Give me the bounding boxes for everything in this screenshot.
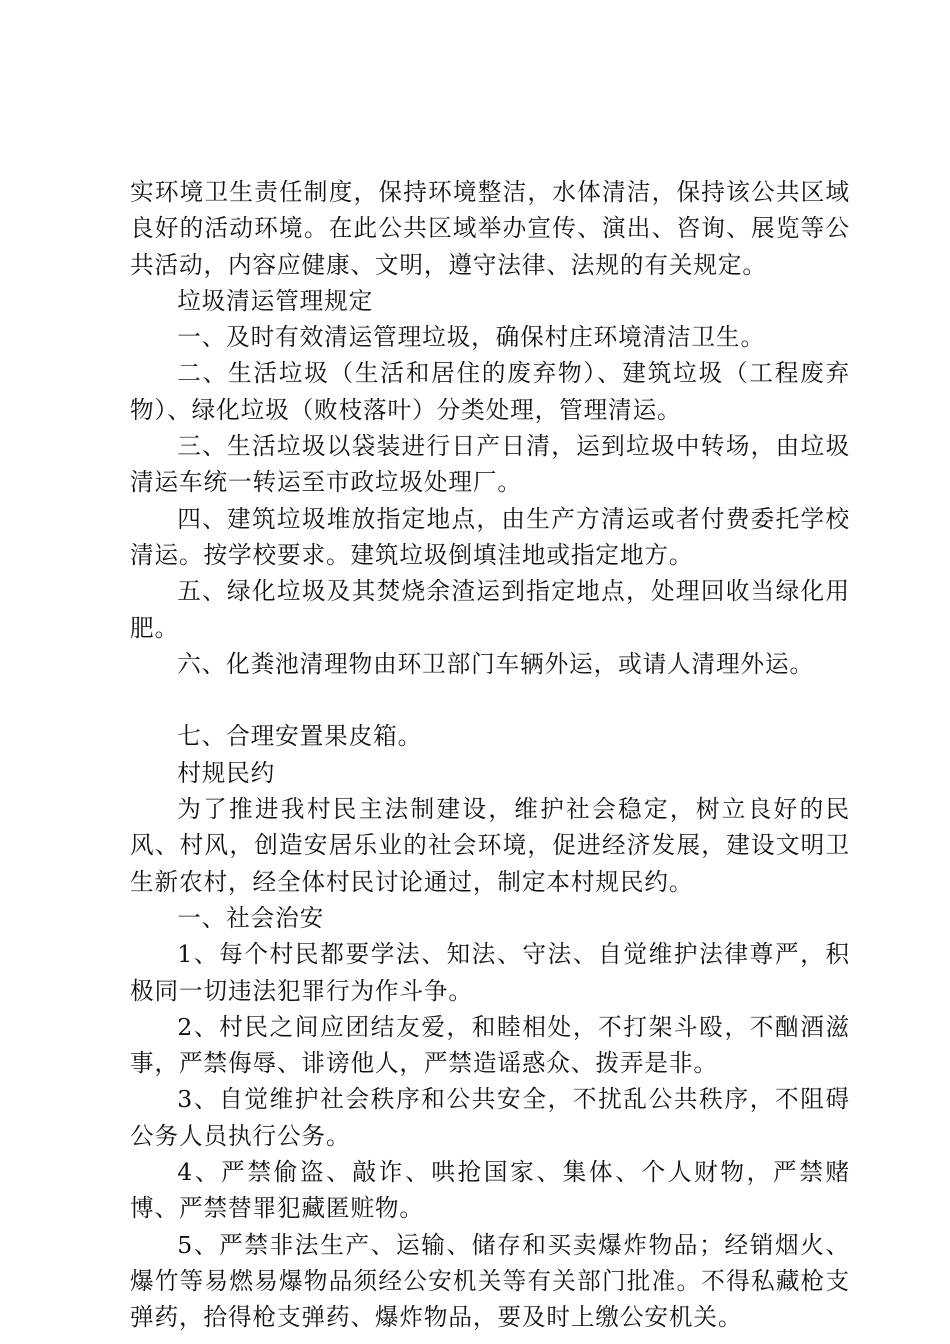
section-heading-garbage-rules: 垃圾清运管理规定 [177, 286, 374, 315]
list-item: 1、每个村民都要学法、知法、守法、自觉维护法律尊严，积极同一切违法犯罪行为作斗争。 [130, 940, 850, 1005]
list-item: 5、严禁非法生产、运输、储存和买卖爆炸物品；经销烟火、爆竹等易燃易爆物品须经公安机关等有关部门批准。不得私藏枪支弹药，拾得枪支弹药、爆炸物品，要及时上缴公安机关。 [130, 1230, 850, 1332]
list-item: 四、建筑垃圾堆放指定地点，由生产方清运或者付费委托学校清运。按学校要求。建筑垃圾倒填洼地或指定地方。 [130, 504, 850, 569]
list-item: 六、化粪池清理物由环卫部门车辆外运，或请人清理外运。 [177, 649, 815, 678]
list-item: 一、及时有效清运管理垃圾，确保村庄环境清洁卫生。 [177, 323, 766, 352]
list-item: 2、村民之间应团结友爱，和睦相处，不打架斗殴，不酗酒滋事，严禁侮辱、诽谤他人，严禁造谣惑众、拨弄是非。 [130, 1012, 850, 1078]
paragraph-intro: 为了推进我村民主法制建设，维护社会稳定，树立良好的民风、村风，创造安居乐业的社会环境，促进经济发展，建设文明卫生新农村，经全体村民讨论通过，制定本村规民约。 [130, 795, 850, 896]
list-item: 3、自觉维护社会秩序和公共安全，不扰乱公共秩序，不阻碍公务人员执行公务。 [130, 1085, 850, 1150]
document-body [130, 174, 850, 1336]
list-item: 4、严禁偷盗、敲诈、哄抢国家、集体、个人财物，严禁赌博、严禁替罪犯藏匿赃物。 [130, 1158, 850, 1223]
paragraph-continuation: 实环境卫生责任制度，保持环境整洁，水体清洁，保持该公共区域良好的活动环境。在此公共区域举办宣传、演出、咨询、展览等公共活动，内容应健康、文明，遵守法律、法规的有关规定。 [130, 178, 850, 279]
section-heading-village-rules: 村规民约 [177, 758, 276, 787]
subsection-heading-public-security: 一、社会治安 [177, 903, 325, 932]
list-item: 七、合理安置果皮箱。 [177, 722, 423, 751]
paragraph-gap [130, 682, 850, 718]
list-item: 三、生活垃圾以袋装进行日产日清，运到垃圾中转场，由垃圾清运车统一转运至市政垃圾处理厂。 [130, 432, 850, 497]
list-item: 二、生活垃圾（生活和居住的废弃物）、建筑垃圾（工程废弃物）、绿化垃圾（败枝落叶）分类处理，管理清运。 [130, 359, 850, 424]
list-item: 五、绿化垃圾及其焚烧余渣运到指定地点，处理回收当绿化用肥。 [130, 577, 850, 642]
